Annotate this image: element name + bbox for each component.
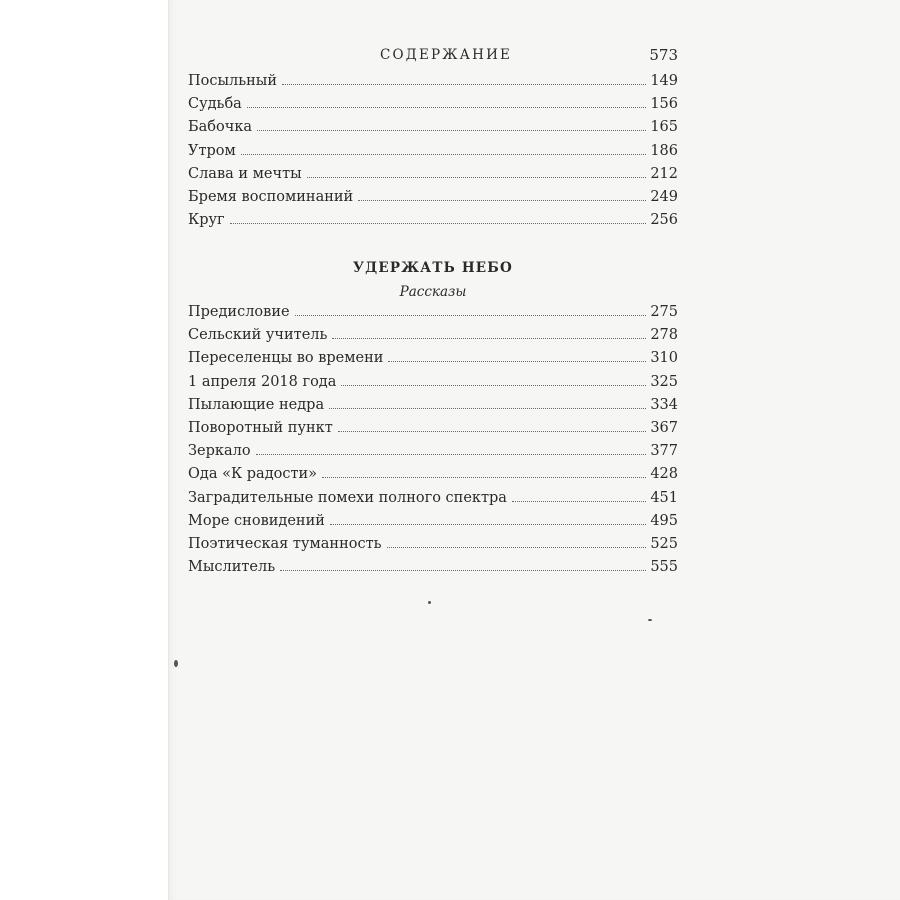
dot-leader [387,547,647,548]
running-header: СОДЕРЖАНИЕ [380,47,513,63]
section-title: УДЕРЖАТЬ НЕБО [353,260,513,276]
section-subtitle: Рассказы [399,284,467,300]
toc-entry-page: 156 [650,96,678,113]
toc-entry-title: Поворотный пункт [188,419,333,436]
toc-entry [188,490,678,513]
dot-leader [247,107,646,108]
dot-leader [332,338,646,339]
dot-leader [329,408,646,409]
toc-entry-page: 275 [650,304,678,320]
dot-leader [307,177,647,178]
toc-entry-title: Переселенцы во времени [188,350,384,367]
dot-leader [295,315,647,316]
toc-entry [188,166,678,189]
dot-leader [338,431,647,432]
toc-entry [188,559,678,582]
toc-entry-page: 325 [650,373,678,390]
toc-entry [188,443,678,466]
toc-entry-title: Предисловие [188,304,290,320]
toc-entry-title: Пылающие недра [188,396,325,413]
toc-entry-page: 495 [650,512,678,529]
toc-entry-title: Посыльный [188,73,278,89]
toc-entry [188,119,678,142]
toc-entry-title: Заградительные помехи полного спектра [188,489,507,506]
toc-entry [188,350,678,373]
toc-entry [188,143,678,166]
toc-entry-page: 278 [650,327,678,344]
toc-entry [188,189,678,212]
dot-leader [322,477,646,478]
page-number: 573 [649,46,678,64]
dot-leader [388,361,646,362]
toc-entry [188,212,678,235]
dot-leader [280,570,646,571]
toc-entry [188,96,678,119]
toc-list-part1 [188,73,678,235]
toc-entry-title: Судьба [188,96,242,113]
toc-entry-page: 451 [650,489,678,506]
toc-entry-title: Бремя воспоминаний [188,188,354,205]
toc-entry-title: Бабочка [188,119,253,136]
toc-entry-page: 525 [650,535,678,552]
toc-entry [188,304,678,327]
dot-leader [256,454,647,455]
toc-entry [188,513,678,536]
toc-entry-page: 555 [650,559,678,576]
toc-entry-page: 310 [650,350,678,367]
dot-leader [241,154,647,155]
dot-leader [341,385,646,386]
toc-entry-page: 334 [650,396,678,413]
dot-leader [282,84,646,85]
toc-entry [188,73,678,96]
dot-leader [257,130,646,131]
toc-entry-page: 212 [650,165,678,182]
toc-entry-page: 367 [650,419,678,436]
toc-entry-title: Ода «К радости» [188,466,318,483]
toc-entry-title: Утром [188,142,236,159]
dot-leader [330,524,646,525]
toc-entry [188,397,678,420]
toc-entry-page: 256 [650,212,678,229]
dot-leader [358,200,646,201]
toc-entry-page: 428 [650,466,678,483]
toc-entry [188,536,678,559]
print-speck [174,660,178,667]
toc-entry [188,374,678,397]
toc-entry-title: Сельский учитель [188,327,328,344]
toc-entry-page: 377 [650,443,678,460]
toc-entry-page: 186 [650,142,678,159]
toc-list-part2 [188,304,678,582]
toc-entry [188,420,678,443]
toc-entry-title: Зеркало [188,443,251,460]
toc-entry-title: Поэтическая туманность [188,535,382,552]
toc-entry-title: 1 апреля 2018 года [188,373,337,390]
toc-entry-title: Круг [188,212,225,229]
toc-entry-title: Мыслитель [188,559,276,576]
toc-entry [188,466,678,489]
dot-leader [230,223,647,224]
toc-entry-page: 149 [650,73,678,89]
toc-entry-title: Слава и мечты [188,165,302,182]
print-speck [648,619,652,621]
toc-entry [188,327,678,350]
toc-entry-page: 249 [650,188,678,205]
print-speck [428,601,431,604]
dot-leader [512,501,646,502]
toc-entry-title: Море сновидений [188,512,325,529]
toc-entry-page: 165 [650,119,678,136]
